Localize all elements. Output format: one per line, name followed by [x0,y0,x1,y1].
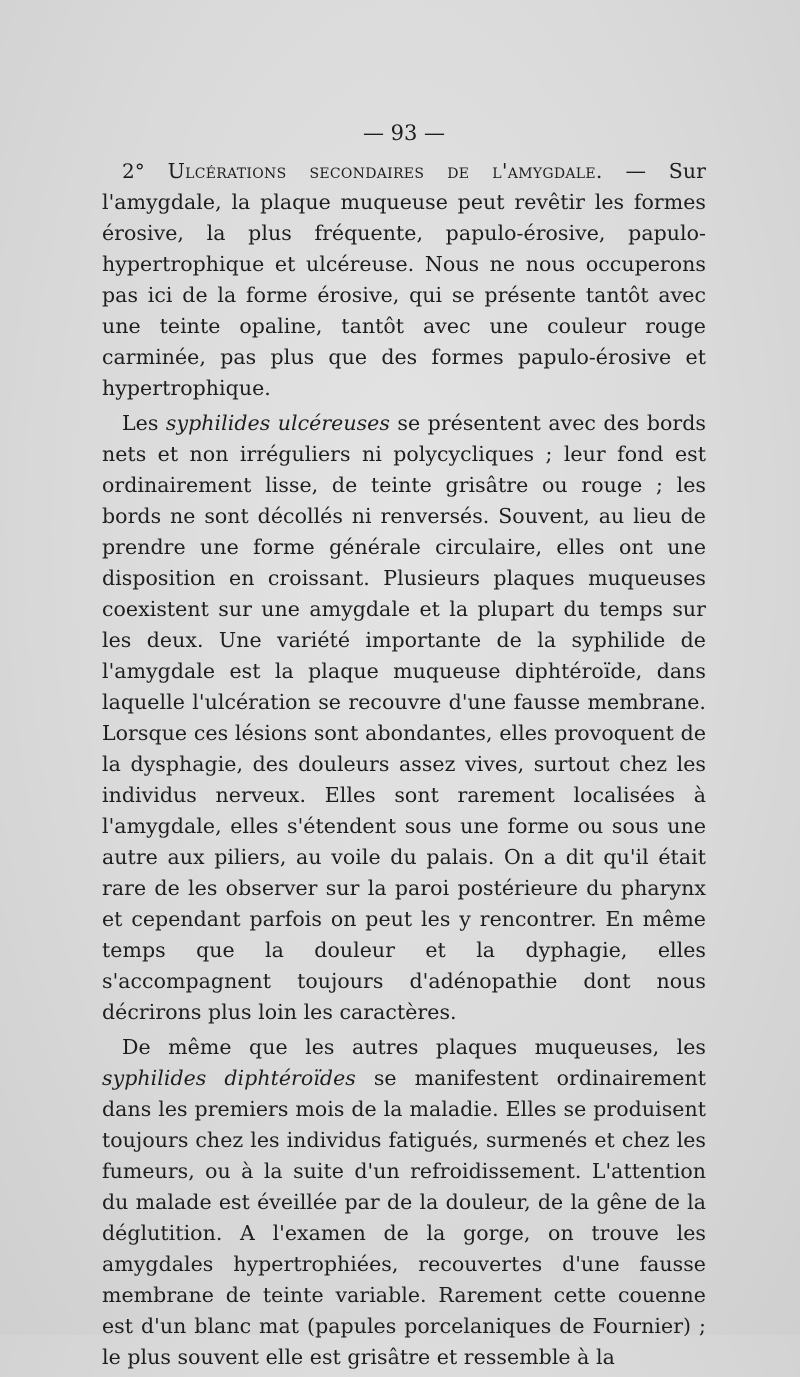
paragraph-2 [102,408,706,1028]
paragraph-2-italic-term: syphilides ulcéreuses [165,411,390,435]
paragraph-2-text: se présentent avec des bords nets et non irréguliers ni polycycliques ; leur fond est ordinairement lisse, de teinte grisâtre ou rouge ; les bords ne sont décollés ni renversés. Souvent, au lieu de prendre une forme générale circulaire, elles ont une disposition en croissant. Plusieurs plaques muqueuses coexistent sur une amygdale et la plupart du temps sur les deux. Une variété importante de la syphilide de l'amygdale est la plaque muqueuse diphtéroïde, dans laquelle l'ulcération se recouvre d'une fausse membrane. Lorsque ces lésions sont abondantes, elles provoquent de la dysphagie, des douleurs assez vives, surtout chez les individus nerveux. Elles sont rarement localisées à l'amygdale, elles s'étendent sous une forme ou sous une autre aux piliers, au voile du palais. On a dit qu'il était rare de les observer sur la paroi postérieure du pharynx et cependant parfois on peut les y rencontrer. En même temps que la douleur et la dyphagie, elles s'accompagnent toujours d'adénopathie dont nous décrirons plus loin les caractères. [102,411,706,1024]
paragraph-1-text: — Sur l'amygdale, la plaque muqueuse peut revêtir les formes érosive, la plus fréquente, papulo-érosive, papulo-hypertrophique et ulcéreuse. Nous ne nous occuperons pas ici de la forme érosive, qui se présente tantôt avec une teinte opaline, tantôt avec une couleur rouge carminée, pas plus que des formes papulo-érosive et hypertrophique. [102,159,706,400]
paragraph-3-italic-term: syphilides diphtéroïdes [102,1066,356,1090]
section-heading: Ulcérations secondaires de l'amygdale. [167,159,603,183]
paragraph-1 [102,156,706,404]
paragraph-3 [102,1032,706,1373]
paragraph-2-start: Les [122,411,166,435]
paragraph-3-start: De même que les autres plaques muqueuses, les [122,1035,706,1059]
section-marker: 2° [122,159,145,183]
paragraph-3-text: se manifestent ordinairement dans les premiers mois de la maladie. Elles se produisent toujours chez les individus fatigués, surmenés et chez les fumeurs, ou à la suite d'un refroidissement. L'attention du malade est éveillée par de la douleur, de la gêne de la déglutition. A l'examen de la gorge, on trouve les amygdales hypertrophiées, recouvertes d'une fausse membrane de teinte variable. Rarement cette couenne est d'un blanc mat (papules porcelaniques de Fournier) ; le plus souvent elle est grisâtre et ressemble à la [102,1066,706,1369]
page-body [102,118,706,1377]
page-number: — 93 — [362,121,446,145]
